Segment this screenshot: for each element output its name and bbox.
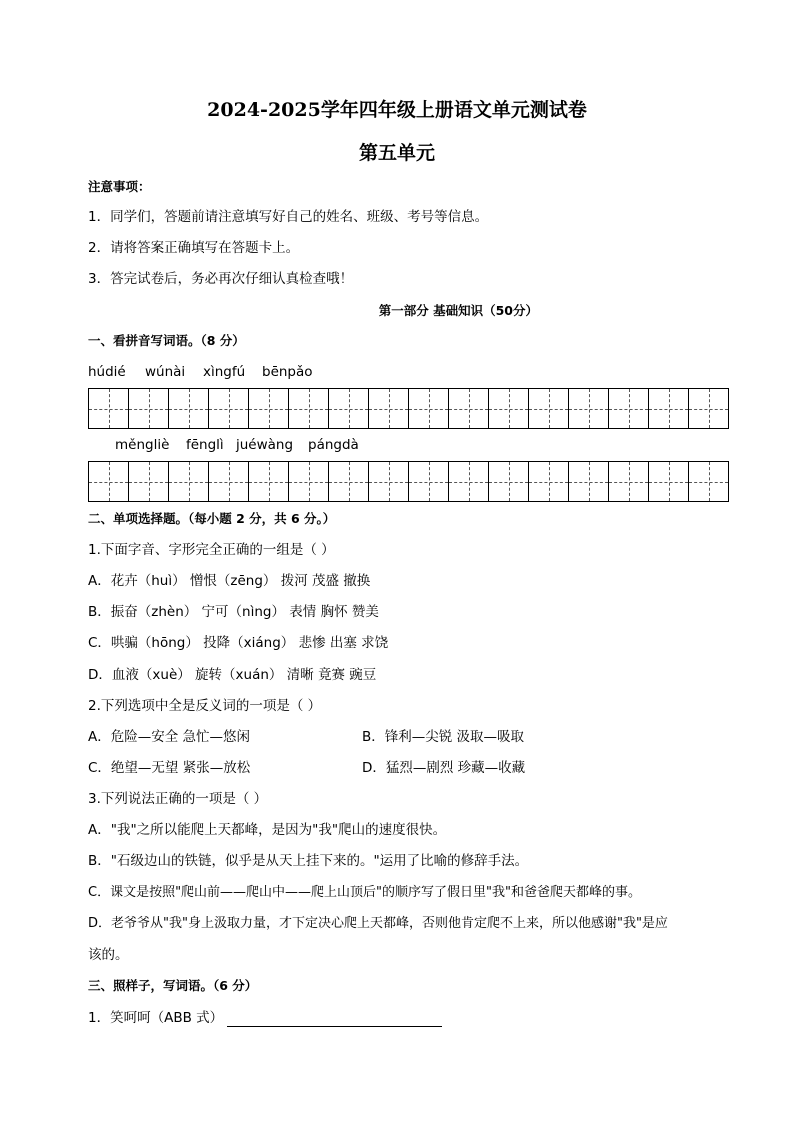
notice-item: 3．答完试卷后，务必再次仔细认真检查哦！ bbox=[88, 271, 354, 287]
writing-cell[interactable] bbox=[168, 388, 209, 429]
pinyin: juéwàng bbox=[236, 437, 294, 453]
writing-cell[interactable] bbox=[688, 461, 729, 502]
option-d[interactable]: D．血液（xuè） 旋转（xuán） 清晰 竟赛 豌豆 bbox=[88, 667, 377, 683]
writing-grid bbox=[88, 388, 728, 429]
writing-cell[interactable] bbox=[248, 388, 289, 429]
word-box[interactable] bbox=[328, 388, 408, 429]
answer-blank[interactable] bbox=[227, 1012, 442, 1027]
option-c[interactable]: C．哄骗（hōng） 投降（xiáng） 悲惨 出塞 求饶 bbox=[88, 635, 389, 651]
section-heading: 一、看拼音写词语。（8 分） bbox=[88, 333, 245, 348]
pinyin: fēnglì bbox=[186, 437, 224, 453]
word-box[interactable] bbox=[168, 388, 248, 429]
notice-heading: 注意事项： bbox=[88, 179, 151, 194]
writing-cell[interactable] bbox=[528, 461, 569, 502]
word-box[interactable] bbox=[568, 461, 648, 502]
word-box[interactable] bbox=[568, 388, 648, 429]
question-stem: 3.下列说法正确的一项是（ ） bbox=[88, 791, 268, 807]
pinyin: pángdà bbox=[308, 437, 359, 453]
option-d[interactable]: D．猛烈—剧烈 珍藏—收藏 bbox=[362, 760, 526, 776]
writing-cell[interactable] bbox=[448, 461, 489, 502]
writing-cell[interactable] bbox=[248, 461, 289, 502]
writing-cell[interactable] bbox=[288, 388, 329, 429]
part-heading: 第一部分 基础知识（50分） bbox=[378, 303, 538, 318]
writing-cell[interactable] bbox=[528, 388, 569, 429]
option-d[interactable]: D．老爷爷从"我"身上汲取力量，才下定决心爬上天都峰，否则他肯定爬不上来，所以他感谢"我"是应 bbox=[88, 916, 668, 931]
writing-cell[interactable] bbox=[368, 461, 409, 502]
section-heading: 三、照样子，写词语。（6 分） bbox=[88, 978, 258, 993]
writing-cell[interactable] bbox=[688, 388, 729, 429]
writing-cell[interactable] bbox=[328, 461, 369, 502]
word-box[interactable] bbox=[88, 388, 168, 429]
word-box[interactable] bbox=[328, 461, 408, 502]
pinyin: xìngfú bbox=[203, 364, 246, 380]
fill-question bbox=[88, 1009, 442, 1027]
writing-cell[interactable] bbox=[648, 388, 689, 429]
option-b[interactable]: B．"石级边山的铁链，似乎是从天上挂下来的。"运用了比喻的修辞手法。 bbox=[88, 853, 529, 869]
pinyin-row bbox=[0, 437, 794, 455]
pinyin: húdié bbox=[88, 364, 126, 380]
writing-cell[interactable] bbox=[408, 461, 449, 502]
writing-cell[interactable] bbox=[368, 388, 409, 429]
writing-cell[interactable] bbox=[128, 461, 169, 502]
option-a[interactable]: A．花卉（huì） 憎恨（zēng） 拨河 茂盛 撤换 bbox=[88, 573, 371, 589]
writing-cell[interactable] bbox=[208, 461, 249, 502]
word-box[interactable] bbox=[488, 388, 568, 429]
notice-item: 2．请将答案正确填写在答题卡上。 bbox=[88, 240, 300, 256]
writing-cell[interactable] bbox=[568, 461, 609, 502]
word-box[interactable] bbox=[408, 388, 488, 429]
question-stem: 1．笑呵呵（ABB 式） bbox=[88, 1010, 224, 1026]
word-box[interactable] bbox=[248, 388, 328, 429]
question-stem: 1.下面字音、字形完全正确的一组是（ ） bbox=[88, 542, 335, 558]
pinyin: měngliè bbox=[115, 437, 170, 453]
word-box[interactable] bbox=[248, 461, 328, 502]
option-a[interactable]: A．危险—安全 急忙—悠闲 bbox=[88, 729, 251, 745]
word-box[interactable] bbox=[488, 461, 568, 502]
writing-cell[interactable] bbox=[408, 388, 449, 429]
pinyin: bēnpǎo bbox=[262, 364, 313, 380]
page-title: 2024-2025学年四年级上册语文单元测试卷 bbox=[207, 99, 587, 121]
question-stem: 2.下列选项中全是反义词的一项是（ ） bbox=[88, 698, 322, 714]
word-box[interactable] bbox=[408, 461, 488, 502]
notice-item: 1．同学们，答题前请注意填写好自己的姓名、班级、考号等信息。 bbox=[88, 209, 489, 225]
word-box[interactable] bbox=[648, 388, 728, 429]
option-b[interactable]: B．振奋（zhèn） 宁可（nìng） 表情 胸怀 赞美 bbox=[88, 604, 379, 620]
page-subtitle: 第五单元 bbox=[358, 142, 435, 164]
writing-cell[interactable] bbox=[168, 461, 209, 502]
section-heading: 二、单项选择题。（每小题 2 分，共 6 分。） bbox=[88, 511, 336, 526]
pinyin-row bbox=[0, 364, 794, 382]
writing-cell[interactable] bbox=[488, 388, 529, 429]
writing-cell[interactable] bbox=[608, 388, 649, 429]
option-c[interactable]: C．绝望—无望 紧张—放松 bbox=[88, 760, 251, 776]
writing-grid bbox=[88, 461, 728, 502]
option-a[interactable]: A．"我"之所以能爬上天都峰，是因为"我"爬山的速度很快。 bbox=[88, 822, 447, 838]
pinyin: wúnài bbox=[145, 364, 186, 380]
writing-cell[interactable] bbox=[128, 388, 169, 429]
writing-cell[interactable] bbox=[608, 461, 649, 502]
writing-cell[interactable] bbox=[448, 388, 489, 429]
writing-cell[interactable] bbox=[328, 388, 369, 429]
option-b[interactable]: B．锋利—尖锐 汲取—吸取 bbox=[362, 729, 525, 745]
writing-cell[interactable] bbox=[568, 388, 609, 429]
writing-cell[interactable] bbox=[208, 388, 249, 429]
option-d-continued: 该的。 bbox=[88, 947, 129, 963]
writing-cell[interactable] bbox=[488, 461, 529, 502]
option-c[interactable]: C．课文是按照"爬山前——爬山中——爬上山顶后"的顺序写了假日里"我"和爸爸爬天都峰的事。 bbox=[88, 885, 641, 900]
writing-cell[interactable] bbox=[288, 461, 329, 502]
word-box[interactable] bbox=[168, 461, 248, 502]
writing-cell[interactable] bbox=[648, 461, 689, 502]
word-box[interactable] bbox=[88, 461, 168, 502]
writing-cell[interactable] bbox=[88, 461, 129, 502]
word-box[interactable] bbox=[648, 461, 728, 502]
writing-cell[interactable] bbox=[88, 388, 129, 429]
